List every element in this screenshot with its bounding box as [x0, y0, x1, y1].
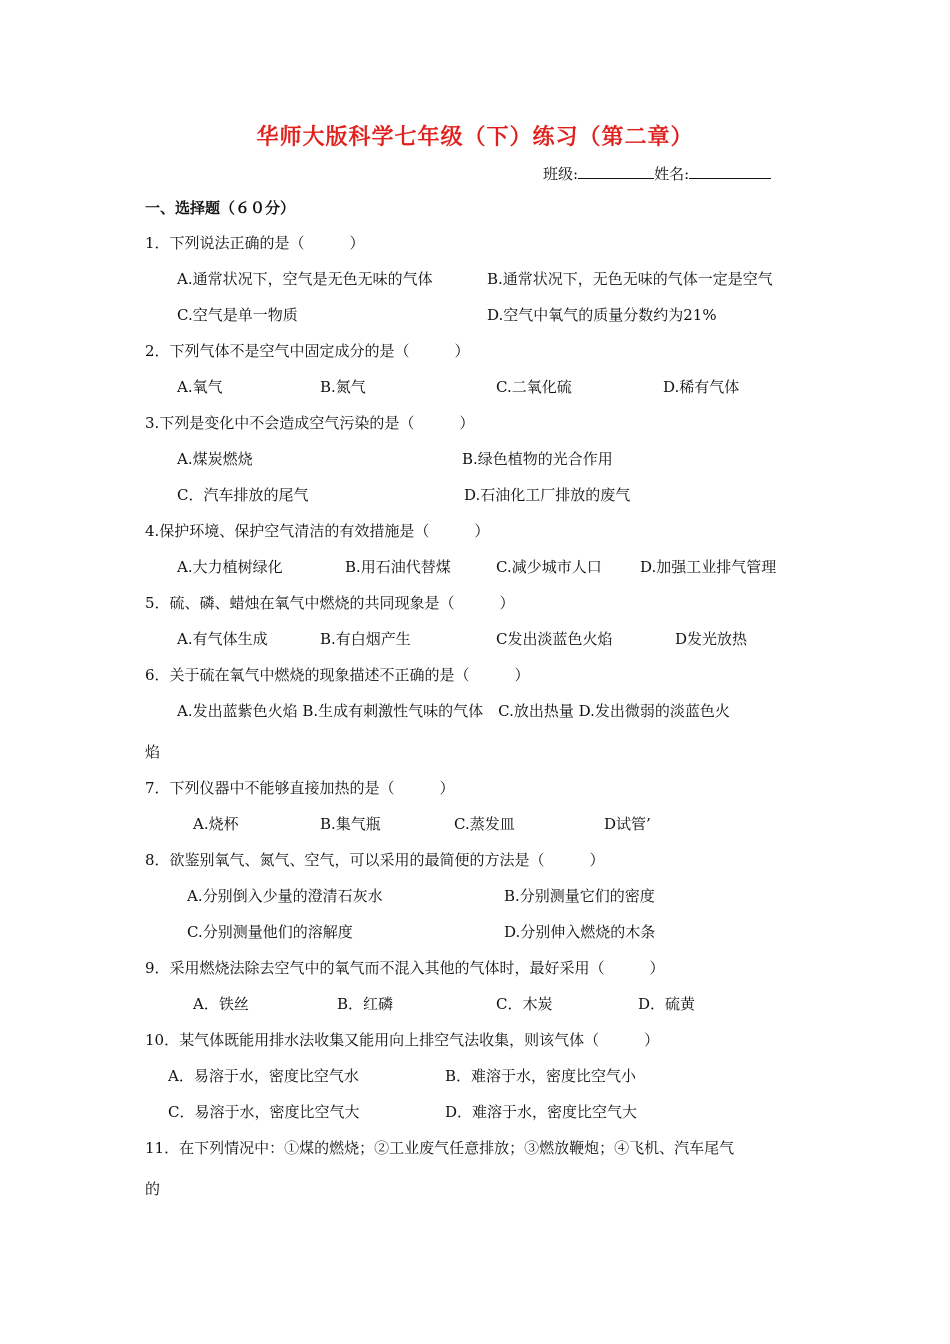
class-blank[interactable]	[578, 164, 654, 179]
q8-option-d: D.分别伸入燃烧的木条	[504, 923, 656, 941]
q6-options-line: A.发出蓝紫色火焰 B.生成有刺激性气味的气体 C.放出热量 D.发出微弱的淡蓝色火	[177, 702, 730, 720]
q3-option-d: D.石油化工厂排放的废气	[464, 486, 631, 504]
q4-option-a: A.大力植树绿化	[177, 558, 283, 576]
q9-option-a: A．铁丝	[193, 995, 249, 1013]
q2-option-c: C.二氧化硫	[496, 378, 572, 396]
q2-option-b: B.氮气	[320, 378, 366, 396]
question-stem-7: 7．下列仪器中不能够直接加热的是（ ）	[145, 779, 455, 797]
q3-option-b: B.绿色植物的光合作用	[462, 450, 613, 468]
q1-option-b: B.通常状况下，无色无味的气体一定是空气	[487, 270, 773, 288]
class-label: 班级:	[543, 165, 579, 183]
question-stem-4: 4.保护环境、保护空气清洁的有效措施是（ ）	[145, 522, 490, 540]
q1-option-c: C.空气是单一物质	[177, 306, 298, 324]
q5-option-c: C发出淡蓝色火焰	[496, 630, 613, 648]
q10-option-d: D．难溶于水，密度比空气大	[445, 1103, 638, 1121]
question-stem-5: 5．硫、磷、蜡烛在氧气中燃烧的共同现象是（ ）	[145, 594, 515, 612]
q7-option-b: B.集气瓶	[320, 815, 381, 833]
q9-option-d: D．硫黄	[638, 995, 696, 1013]
q2-option-d: D.稀有气体	[663, 378, 740, 396]
q2-option-a: A.氧气	[177, 378, 223, 396]
q3-option-c: C．汽车排放的尾气	[177, 486, 309, 504]
question-stem-1: 1．下列说法正确的是（ ）	[145, 234, 365, 252]
question-stem-6: 6．关于硫在氧气中燃烧的现象描述不正确的是（ ）	[145, 666, 530, 684]
question-stem-8: 8．欲鉴别氧气、氮气、空气，可以采用的最简便的方法是（ ）	[145, 851, 605, 869]
q8-option-b: B.分别测量它们的密度	[504, 887, 655, 905]
question-stem-9: 9．采用燃烧法除去空气中的氧气而不混入其他的气体时，最好采用（ ）	[145, 959, 665, 977]
q8-option-c: C.分别测量他们的溶解度	[187, 923, 353, 941]
q5-option-d: D发光放热	[675, 630, 748, 648]
section-title: 一、选择题（６０分）	[145, 199, 296, 217]
q11-continuation: 的	[145, 1180, 161, 1198]
q4-option-d: D.加强工业排气管理	[640, 558, 777, 576]
q9-option-c: C．木炭	[496, 995, 553, 1013]
question-stem-10: 10．某气体既能用排水法收集又能用向上排空气法收集，则该气体（ ）	[145, 1031, 660, 1049]
q5-option-b: B.有白烟产生	[320, 630, 411, 648]
q1-option-d: D.空气中氧气的质量分数约为21%	[487, 306, 717, 324]
question-stem-3: 3.下列是变化中不会造成空气污染的是（ ）	[145, 414, 475, 432]
q1-option-a: A.通常状况下，空气是无色无味的气体	[177, 270, 433, 288]
q7-option-a: A.烧杯	[193, 815, 239, 833]
q8-option-a: A.分别倒入少量的澄清石灰水	[187, 887, 383, 905]
name-blank[interactable]	[689, 164, 771, 179]
q10-option-b: B．难溶于水，密度比空气小	[445, 1067, 637, 1085]
q9-option-b: B．红磷	[337, 995, 394, 1013]
q7-option-d: D试管’	[604, 815, 651, 833]
q10-option-a: A．易溶于水，密度比空气水	[168, 1067, 359, 1085]
page-title: 华师大版科学七年级（下）练习（第二章）	[256, 125, 694, 150]
q6-continuation: 焰	[145, 743, 161, 761]
q3-option-a: A.煤炭燃烧	[177, 450, 253, 468]
q4-option-c: C.减少城市人口	[496, 558, 602, 576]
q4-option-b: B.用石油代替煤	[345, 558, 451, 576]
name-label: 姓名:	[654, 165, 690, 183]
q5-option-a: A.有气体生成	[177, 630, 268, 648]
q7-option-c: C.蒸发皿	[454, 815, 515, 833]
question-stem-11: 11．在下列情况中：①煤的燃烧；②工业废气任意排放；③燃放鞭炮；④飞机、汽车尾气	[145, 1139, 735, 1157]
question-stem-2: 2．下列气体不是空气中固定成分的是（ ）	[145, 342, 470, 360]
q10-option-c: C．易溶于水，密度比空气大	[168, 1103, 360, 1121]
student-info	[543, 163, 771, 184]
